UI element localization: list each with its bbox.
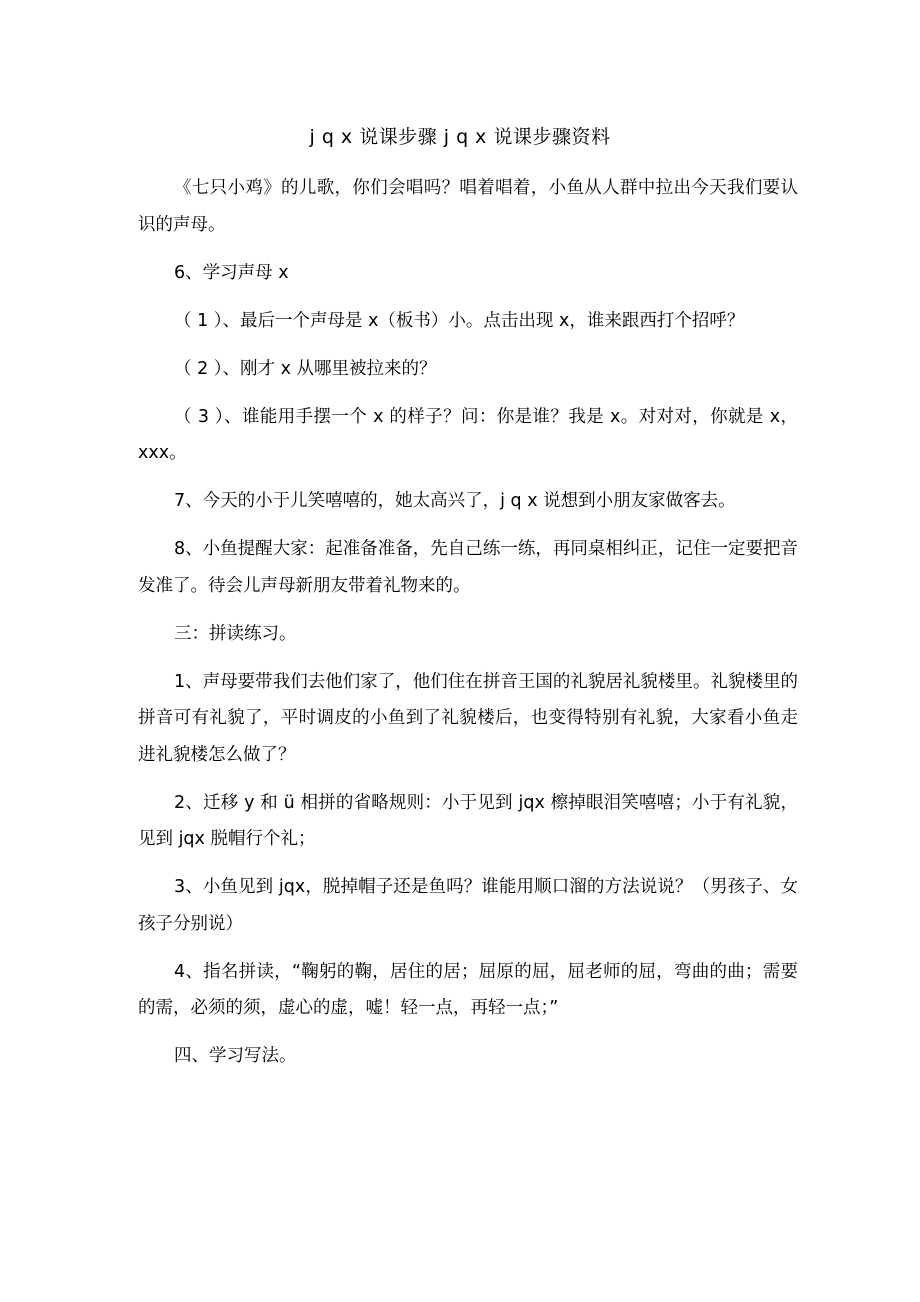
- paragraph-step-6-1: （ 1 ）、最后一个声母是 x（板书）小。点击出现 x，谁来跟西打个招呼？: [174, 310, 745, 331]
- paragraph-step-7: 7、今天的小于儿笑嘻嘻的，她太高兴了，j q x 说想到小朋友家做客去。: [174, 491, 736, 511]
- paragraph-step-6-2: （ 2 ）、刚才 x 从哪里被拉来的？: [174, 358, 437, 379]
- section-heading-4: 四、学习写法。: [174, 1046, 297, 1066]
- section-heading-3: 三：拼读练习。: [174, 623, 297, 644]
- paragraph-step-6: 6、学习声母 x: [174, 262, 289, 283]
- paragraph-practice-3: 3、小鱼见到 jqx，脱掉帽子还是鱼吗？谁能用顺口溜的方法说说？（男孩子、女孩子分别说）: [138, 877, 798, 934]
- document-title: j q x 说课步骤 j q x 说课步骤资料: [309, 126, 611, 148]
- paragraph-step-6-3: （ 3 ）、谁能用手摆一个 x 的样子？问：你是谁？我是 x。对对对，你就是 x，xxx。: [138, 406, 798, 463]
- paragraph-practice-2: 2、迁移 y 和 ü 相拼的省略规则：小于见到 jqx 檫掉眼泪笑嘻嘻；小于有礼貌，见到 jqx 脱帽行个礼；: [138, 792, 798, 849]
- paragraph-practice-4: 4、指名拼读，“鞠躬的鞠，居住的居；屈原的屈，屈老师的屈，弯曲的曲；需要的需，必须的须，虚心的虚，嘘！轻一点，再轻一点；”: [138, 961, 798, 1018]
- paragraph-intro: 《七只小鸡》的儿歌，你们会唱吗？唱着唱着，小鱼从人群中拉出今天我们要认识的声母。: [138, 178, 798, 235]
- paragraph-practice-1: 1、声母要带我们去他们家了，他们住在拼音王国的礼貌居礼貌楼里。礼貌楼里的拼音可有礼貌了，平时调皮的小鱼到了礼貌楼后，也变得特别有礼貌，大家看小鱼走进礼貌楼怎么做了？: [138, 671, 798, 765]
- paragraph-step-8: 8、小鱼提醒大家：起准备准备，先自己练一练，再同桌相纠正，记住一定要把音发准了。待会儿声母新朋友带着礼物来的。: [138, 539, 798, 596]
- document-body: [138, 170, 798, 1086]
